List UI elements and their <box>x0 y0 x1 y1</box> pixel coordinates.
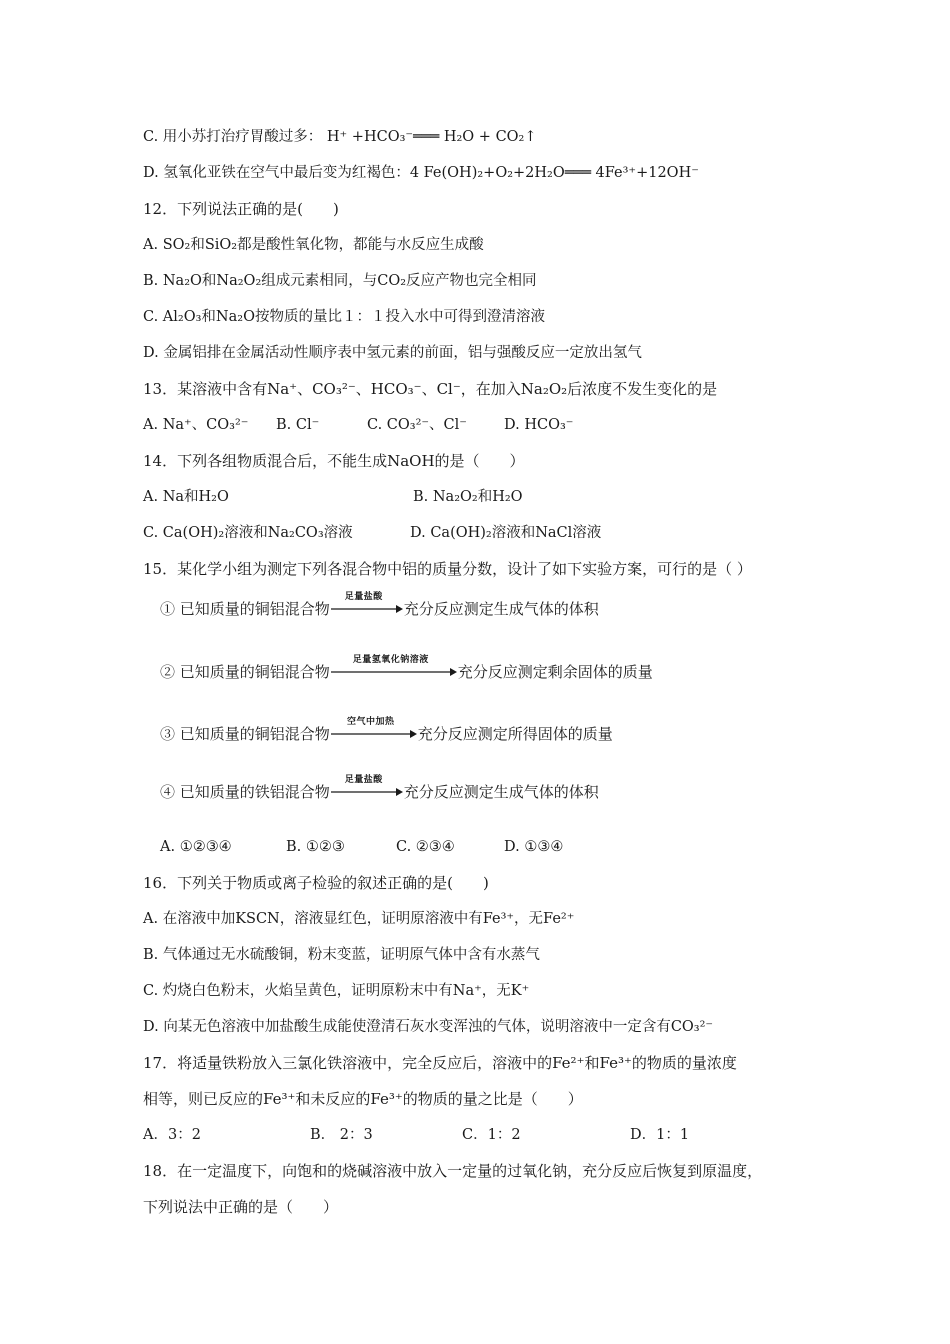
q17-option-c: C．1：2 <box>462 1127 521 1143</box>
q12-stem: 12．下列说法正确的是( ) <box>143 200 339 218</box>
q13-option-a: A. Na⁺、CO₃²⁻ <box>143 417 249 433</box>
q15-procedure-4 <box>160 775 599 802</box>
procedure-measurement: 充分反应测定生成气体的体积 <box>403 600 599 618</box>
q17-stem-line1: 17．将适量铁粉放入三氯化铁溶液中，完全反应后，溶液中的Fe²⁺和Fe³⁺的物质的量浓度 <box>143 1054 737 1072</box>
procedure-measurement: 充分反应测定生成气体的体积 <box>403 783 599 801</box>
procedure-sample: ③ 已知质量的铜铝混合物 <box>160 725 330 743</box>
procedure-sample: ④ 已知质量的铁铝混合物 <box>160 783 330 801</box>
q13-stem: 13．某溶液中含有Na⁺、CO₃²⁻、HCO₃⁻、Cl⁻，在加入Na₂O₂后浓度不发生变化的是 <box>143 380 718 398</box>
q15-option-c: C. ②③④ <box>396 839 455 855</box>
q12-option-b: B. Na₂O和Na₂O₂组成元素相同，与CO₂反应产物也完全相同 <box>143 273 537 289</box>
q11-option-c: C. 用小苏打治疗胃酸过多： H⁺ +HCO₃⁻═══ H₂O + CO₂↑ <box>143 129 537 145</box>
q18-stem-line2: 下列说法中正确的是（ ） <box>143 1198 339 1216</box>
q16-stem: 16．下列关于物质或离子检验的叙述正确的是( ) <box>143 874 489 892</box>
reaction-arrow-icon <box>331 592 403 619</box>
q15-option-d: D. ①③④ <box>504 839 564 855</box>
q16-option-b: B. 气体通过无水硫酸铜，粉末变蓝，证明原气体中含有水蒸气 <box>143 947 540 963</box>
q15-option-b: B. ①②③ <box>286 839 345 855</box>
q13-option-c: C. CO₃²⁻、Cl⁻ <box>367 417 467 433</box>
arrow-reagent-label: 空气中加热 <box>347 717 395 727</box>
q15-procedure-1 <box>160 592 599 619</box>
reaction-arrow-icon <box>331 775 403 802</box>
arrow-reagent-label: 足量盐酸 <box>344 592 383 602</box>
procedure-sample: ① 已知质量的铜铝混合物 <box>160 600 330 618</box>
q13-option-d: D. HCO₃⁻ <box>504 417 574 433</box>
reaction-arrow-icon <box>331 655 457 682</box>
q14-stem: 14．下列各组物质混合后，不能生成NaOH的是（ ） <box>143 452 525 470</box>
q17-option-d: D．1：1 <box>630 1127 690 1143</box>
q17-option-b: B． 2：3 <box>310 1127 373 1143</box>
q15-stem: 15．某化学小组为测定下列各混合物中铝的质量分数，设计了如下实验方案，可行的是（ ） <box>143 560 752 578</box>
q17-stem-line2: 相等，则已反应的Fe³⁺和未反应的Fe³⁺的物质的量之比是（ ） <box>143 1090 583 1108</box>
q14-option-c: C. Ca(OH)₂溶液和Na₂CO₃溶液 <box>143 525 353 541</box>
procedure-measurement: 充分反应测定剩余固体的质量 <box>457 663 653 681</box>
q11-option-d: D. 氢氧化亚铁在空气中最后变为红褐色：4 Fe(OH)₂+O₂+2H₂O═══ 4Fe³⁺+12OH⁻ <box>143 165 699 181</box>
q14-option-b: B. Na₂O₂和H₂O <box>413 489 523 505</box>
q15-procedure-2 <box>160 655 653 682</box>
procedure-measurement: 充分反应测定所得固体的质量 <box>417 725 613 743</box>
q12-option-a: A. SO₂和SiO₂都是酸性氧化物，都能与水反应生成酸 <box>143 237 484 253</box>
q13-option-b: B. Cl⁻ <box>276 417 320 433</box>
q18-stem-line1: 18．在一定温度下，向饱和的烧碱溶液中放入一定量的过氧化钠，充分反应后恢复到原温度， <box>143 1162 763 1180</box>
arrow-reagent-label: 足量盐酸 <box>344 775 383 785</box>
q12-option-d: D. 金属铝排在金属活动性顺序表中氢元素的前面，铝与强酸反应一定放出氢气 <box>143 345 642 361</box>
q14-option-a: A. Na和H₂O <box>143 489 229 505</box>
arrow-reagent-label: 足量氢氧化钠溶液 <box>352 655 429 665</box>
procedure-sample: ② 已知质量的铜铝混合物 <box>160 663 330 681</box>
reaction-arrow-icon <box>331 717 417 744</box>
q15-option-a: A. ①②③④ <box>160 839 232 855</box>
q16-option-c: C. 灼烧白色粉末，火焰呈黄色，证明原粉末中有Na⁺，无K⁺ <box>143 983 530 999</box>
q16-option-a: A. 在溶液中加KSCN，溶液显红色，证明原溶液中有Fe³⁺，无Fe²⁺ <box>143 911 575 927</box>
q17-option-a: A．3：2 <box>143 1127 201 1143</box>
q14-option-d: D. Ca(OH)₂溶液和NaCl溶液 <box>410 525 602 541</box>
q15-procedure-3 <box>160 717 613 744</box>
q16-option-d: D. 向某无色溶液中加盐酸生成能使澄清石灰水变浑浊的气体，说明溶液中一定含有CO₃²⁻ <box>143 1019 714 1035</box>
q12-option-c: C. Al₂O₃和Na₂O按物质的量比１：１投入水中可得到澄清溶液 <box>143 309 545 325</box>
